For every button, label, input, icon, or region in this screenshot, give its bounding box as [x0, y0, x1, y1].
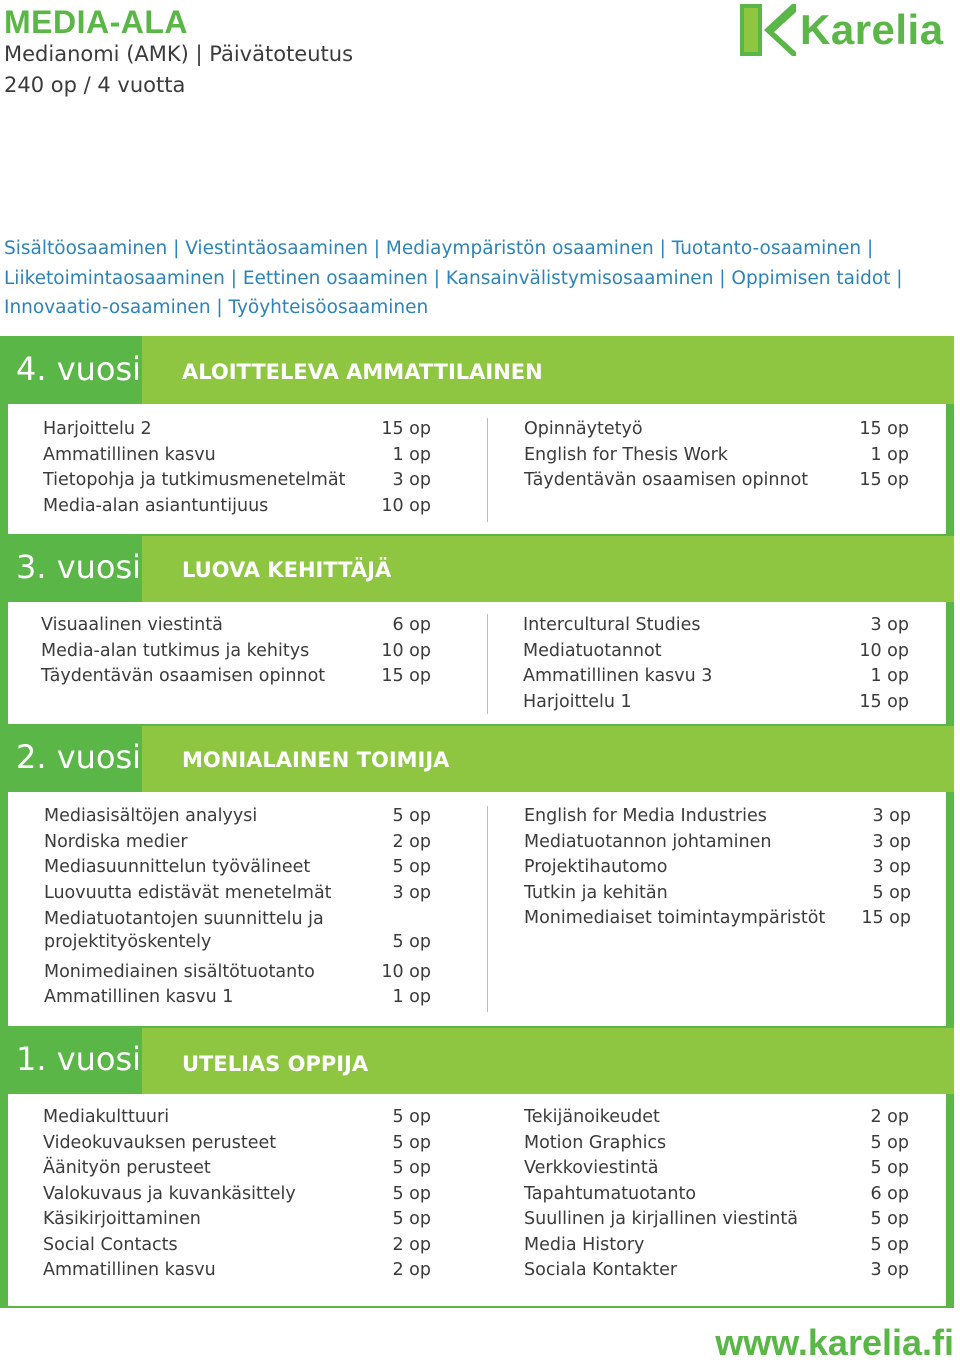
degree-line: Medianomi (AMK) | Päivätoteutus: [4, 42, 354, 66]
course-column-left: [44, 806, 431, 1021]
year-label: 4. vuosi: [16, 350, 142, 388]
competence-line: Liiketoimintaosaaminen | Eettinen osaaminen | Kansainvälistymisosaaminen | Oppimisen taidot |: [4, 267, 903, 289]
course-credits: 10 op: [859, 640, 909, 661]
course-credits: 5 op: [392, 1158, 431, 1178]
section-title: LUOVA KEHITTÄJÄ: [182, 558, 392, 582]
course-name: projektityöskentely: [44, 931, 212, 952]
course-name: English for Media Industries: [524, 806, 767, 826]
course-credits: 2 op: [870, 1107, 909, 1127]
course-name: Nordiska medier: [44, 831, 188, 852]
course-name: Täydentävän osaamisen opinnot: [41, 666, 326, 686]
course-credits: 3 op: [870, 615, 909, 635]
section-title-band: [142, 536, 954, 602]
course-name: Tutkin ja kehitän: [524, 882, 668, 903]
course-name: Media History: [524, 1234, 645, 1255]
course-credits: 5 op: [870, 1209, 909, 1229]
competence-list: [4, 234, 954, 323]
course-credits: 1 op: [392, 987, 431, 1007]
course-name: Mediakulttuuri: [43, 1107, 170, 1127]
course-credits: 5 op: [870, 1132, 909, 1153]
course-credits: 15 op: [859, 470, 909, 490]
course-credits: 10 op: [381, 640, 431, 661]
course-credits: 2 op: [392, 831, 431, 852]
logo-text: Karelia: [800, 6, 944, 53]
course-name: Sociala Kontakter: [524, 1260, 678, 1280]
column-divider: [487, 614, 488, 714]
competence-line: Innovaatio-osaaminen | Työyhteisöosaaminen: [4, 297, 429, 318]
course-name: Projektihautomo: [524, 857, 668, 877]
course-credits: 2 op: [392, 1234, 431, 1255]
course-credits: 5 op: [870, 1158, 909, 1178]
course-name: Verkkoviestintä: [524, 1158, 659, 1178]
course-name: Suullinen ja kirjallinen viestintä: [524, 1209, 798, 1229]
course-panel: [8, 602, 946, 724]
course-credits: 3 op: [392, 470, 431, 490]
year-label: 2. vuosi: [16, 738, 142, 776]
course-name: Harjoittelu 1: [523, 691, 632, 712]
course-credits: 3 op: [872, 831, 911, 852]
course-credits: 5 op: [392, 806, 431, 826]
section-year-3: [0, 536, 954, 726]
course-column-right: [524, 806, 911, 946]
website-link[interactable]: www.karelia.fi: [715, 1322, 954, 1363]
course-name: Monimediainen sisältötuotanto: [44, 962, 315, 982]
course-name: Täydentävän osaamisen opinnot: [524, 470, 809, 490]
course-name: Ammatillinen kasvu: [43, 444, 216, 465]
section-year-2: [0, 726, 954, 1028]
course-name: Monimediaiset toimintaympäristöt: [524, 908, 826, 928]
section-title: ALOITTELEVA AMMATTILAINEN: [182, 360, 543, 384]
course-column-left: [43, 1107, 431, 1297]
scope-line: 240 op / 4 vuotta: [4, 73, 186, 97]
course-credits: 6 op: [392, 615, 431, 635]
course-name: Social Contacts: [43, 1234, 178, 1255]
course-name: Äänityön perusteet: [43, 1158, 211, 1178]
course-credits: 15 op: [381, 419, 431, 439]
course-credits: 1 op: [392, 444, 431, 465]
column-divider: [487, 806, 488, 1012]
course-name: English for Thesis Work: [524, 444, 728, 465]
course-credits: 3 op: [870, 1260, 909, 1280]
course-name: Mediasuunnittelun työvälineet: [44, 857, 311, 877]
course-name: Valokuvaus ja kuvankäsittely: [43, 1183, 296, 1204]
section-title-band: [142, 1028, 954, 1094]
course-credits: 15 op: [859, 691, 909, 712]
course-name: Käsikirjoittaminen: [43, 1209, 201, 1229]
karelia-k-logo-icon: [740, 4, 796, 60]
course-credits: 5 op: [392, 857, 431, 877]
course-credits: 5 op: [870, 1234, 909, 1255]
course-credits: 5 op: [392, 1209, 431, 1229]
course-credits: 3 op: [872, 806, 911, 826]
course-credits: 6 op: [870, 1183, 909, 1204]
course-credits: 1 op: [870, 444, 909, 465]
section-title: UTELIAS OPPIJA: [182, 1052, 369, 1076]
course-credits: 5 op: [872, 882, 911, 903]
course-credits: 15 op: [859, 419, 909, 439]
course-name: Opinnäytetyö: [524, 419, 643, 439]
course-name: Tapahtumatuotanto: [524, 1183, 697, 1204]
course-name: Tekijänoikeudet: [524, 1107, 660, 1127]
course-name: Media-alan tutkimus ja kehitys: [41, 640, 310, 661]
course-credits: 2 op: [392, 1260, 431, 1280]
course-column-right: [524, 1107, 909, 1297]
course-name: Harjoittelu 2: [43, 419, 152, 439]
course-panel: [8, 792, 946, 1026]
course-name: Ammatillinen kasvu 1: [44, 987, 234, 1007]
course-panel: [8, 404, 946, 534]
course-credits: 5 op: [392, 1107, 431, 1127]
section-year-4: [0, 336, 954, 536]
course-credits: 1 op: [870, 666, 909, 686]
course-credits: 15 op: [861, 908, 911, 928]
course-credits: 3 op: [872, 857, 911, 877]
course-credits: 5 op: [392, 1132, 431, 1153]
year-label: 3. vuosi: [16, 548, 142, 586]
course-name: Mediasisältöjen analyysi: [44, 806, 258, 826]
course-column-right: [523, 615, 909, 720]
course-credits: 10 op: [381, 495, 431, 516]
course-name: Motion Graphics: [524, 1132, 667, 1153]
course-column-left: [41, 615, 431, 720]
karelia-logo: [740, 4, 956, 60]
course-name: Ammatillinen kasvu 3: [523, 666, 713, 686]
course-name: Tietopohja ja tutkimusmenetelmät: [43, 470, 346, 490]
page-title: MEDIA-ALA: [4, 4, 189, 40]
section-year-1: [0, 1028, 954, 1308]
course-name: Luovuutta edistävät menetelmät: [44, 882, 332, 903]
section-title-band: [142, 726, 954, 792]
section-title-band: [142, 336, 954, 404]
year-label: 1. vuosi: [16, 1040, 142, 1078]
column-divider: [487, 418, 488, 522]
course-name: Visuaalinen viestintä: [41, 615, 223, 635]
course-credits: 5 op: [392, 931, 431, 952]
course-name: Intercultural Studies: [523, 615, 701, 635]
course-column-right: [524, 419, 909, 529]
course-credits: 3 op: [392, 882, 431, 903]
course-name: Mediatuotannot: [523, 640, 662, 661]
course-credits: 10 op: [381, 962, 431, 982]
course-name: Media-alan asiantuntijuus: [43, 495, 269, 516]
course-credits: 15 op: [381, 666, 431, 686]
course-column-left: [43, 419, 431, 529]
competence-line: Sisältöosaaminen | Viestintäosaaminen | Mediaympäristön osaaminen | Tuotanto-osaaminen |: [4, 238, 874, 259]
course-panel: [8, 1094, 946, 1306]
course-name: Mediatuotannon johtaminen: [524, 831, 772, 852]
section-title: MONIALAINEN TOIMIJA: [182, 748, 450, 772]
course-name: Ammatillinen kasvu: [43, 1260, 216, 1280]
course-credits: 5 op: [392, 1183, 431, 1204]
course-name: Mediatuotantojen suunnittelu ja: [44, 909, 324, 929]
course-name: Videokuvauksen perusteet: [43, 1132, 277, 1153]
